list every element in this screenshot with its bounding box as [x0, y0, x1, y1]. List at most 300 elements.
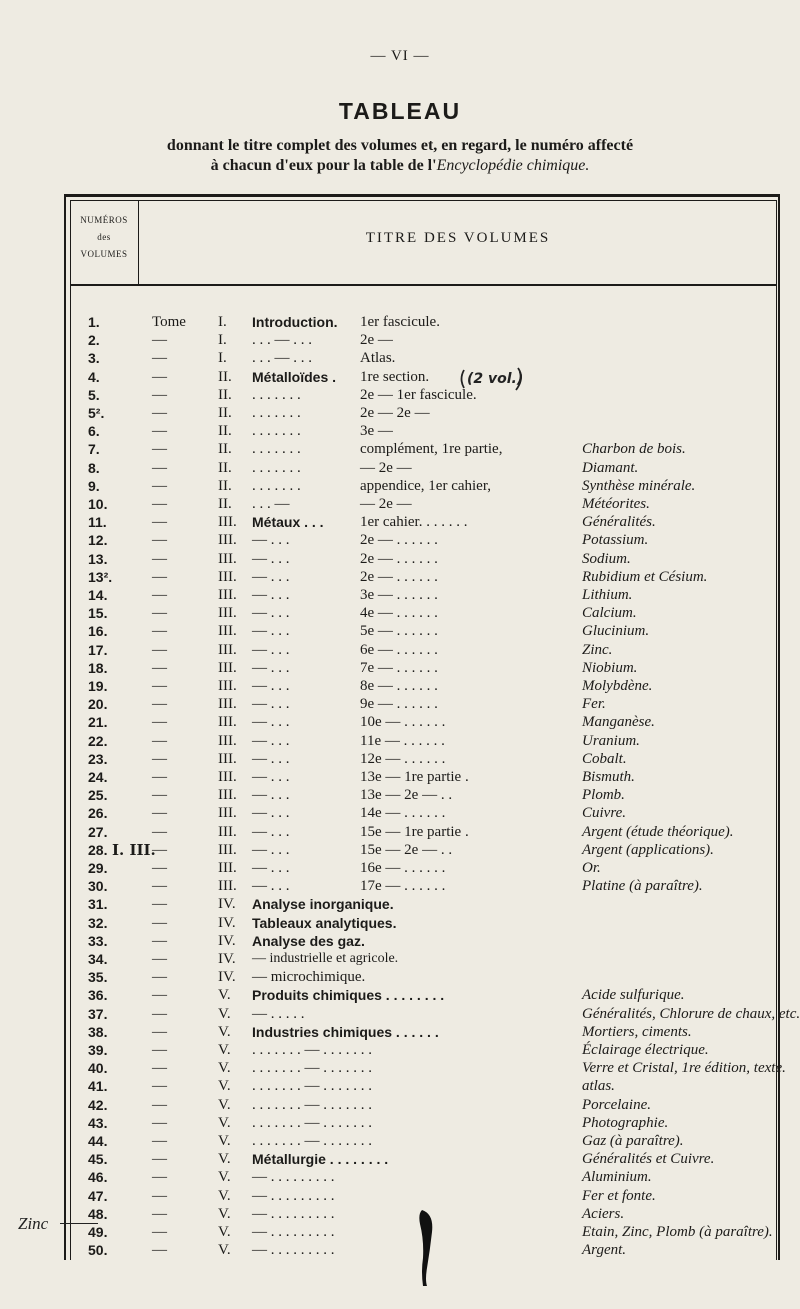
- volume-title: . . . . . . . — . . . . . . .: [252, 1114, 372, 1131]
- table-row: [0, 477, 800, 495]
- column-header-titles: TITRE DES VOLUMES: [365, 230, 551, 246]
- table-row: [0, 986, 800, 1004]
- tome-label: —: [152, 914, 167, 931]
- tome-label: —: [152, 1114, 167, 1131]
- volume-part: — 2e —: [360, 459, 412, 476]
- volume-title: — . . .: [252, 714, 290, 731]
- volume-number: 45.: [88, 1151, 108, 1168]
- table-row: [0, 950, 800, 968]
- volume-part: 2e — . . . . . .: [360, 532, 438, 549]
- tome-label: —: [152, 1060, 167, 1077]
- table-row: [0, 1005, 800, 1023]
- table-row: [0, 750, 800, 768]
- volume-title: . . . . . . .: [252, 423, 301, 440]
- volume-number: 31.: [88, 896, 108, 913]
- volume-title: — . . .: [252, 805, 290, 822]
- volume-part: 6e — . . . . . .: [360, 641, 438, 658]
- tome-label: —: [152, 805, 167, 822]
- table-row: [0, 604, 800, 622]
- volume-subject: Zinc.: [582, 641, 613, 658]
- volume-part: 2e — 2e —: [360, 405, 430, 421]
- volume-part: complément, 1re partie,: [360, 441, 503, 458]
- table-row: [0, 968, 800, 986]
- table-row: [0, 659, 800, 677]
- tome-label: —: [152, 550, 167, 567]
- tome-label: —: [152, 1187, 167, 1204]
- volume-number: 2.: [88, 332, 100, 349]
- volume-subject: Météorites.: [582, 496, 650, 512]
- header-column-separator: [138, 200, 139, 284]
- volume-subject: Généralités, Chlorure de chaux, etc.: [582, 1005, 800, 1022]
- tome-label: —: [152, 1023, 167, 1040]
- volume-part: 13e — 1re partie .: [360, 769, 469, 785]
- tome-number: III.: [218, 605, 237, 622]
- volume-part: 7e — . . . . . .: [360, 659, 438, 676]
- volume-title: . . . . . . . — . . . . . . .: [252, 1042, 372, 1058]
- volume-title: — . . .: [252, 605, 290, 622]
- table-row: [0, 1150, 800, 1168]
- volume-number: 24.: [88, 769, 108, 785]
- tome-number: V.: [218, 1096, 231, 1113]
- tome-label: Tome: [152, 314, 186, 330]
- table-row: [0, 1187, 800, 1205]
- volume-title: — . . .: [252, 678, 290, 694]
- tome-label: —: [152, 496, 167, 512]
- volume-number: 39.: [88, 1042, 108, 1058]
- tome-label: —: [152, 841, 167, 858]
- tome-label: —: [152, 714, 167, 731]
- table-row: [0, 641, 800, 659]
- volume-title: — . . .: [252, 623, 290, 640]
- volume-title: . . . — . . .: [252, 332, 312, 349]
- volume-subject: Plomb.: [582, 787, 625, 804]
- volume-title: Produits chimiques . . . . . . . .: [252, 987, 445, 1004]
- volume-subject: Uranium.: [582, 732, 640, 749]
- table-row: [0, 1041, 800, 1059]
- volume-part: 3e —: [360, 423, 393, 440]
- volume-title: — . . .: [252, 532, 290, 549]
- tome-label: —: [152, 1005, 167, 1022]
- tome-number: V.: [218, 1205, 231, 1222]
- tome-number: II.: [218, 368, 232, 385]
- tome-number: III.: [218, 623, 237, 640]
- tome-number: III.: [218, 532, 237, 549]
- tome-label: —: [152, 1133, 167, 1149]
- volume-subject: Argent (applications).: [582, 841, 714, 858]
- tome-label: —: [152, 605, 167, 622]
- volume-number: 17.: [88, 641, 108, 658]
- tome-number: V.: [218, 1078, 231, 1095]
- volume-title: Métalloïdes .: [252, 368, 337, 385]
- volume-title: — . . .: [252, 587, 290, 603]
- table-row: [0, 823, 800, 841]
- tome-number: V.: [218, 1151, 231, 1168]
- tome-label: —: [152, 441, 167, 458]
- table-row: [0, 932, 800, 950]
- volume-title: — . . . . . . . . .: [252, 1224, 335, 1240]
- volume-number: 7.: [88, 441, 100, 458]
- tome-label: —: [152, 696, 167, 713]
- tome-number: V.: [218, 1023, 231, 1040]
- table-row: [0, 1205, 800, 1223]
- tome-number: II.: [218, 386, 232, 403]
- table-row: [0, 1168, 800, 1186]
- tome-number: V.: [218, 1133, 231, 1149]
- tome-number: V.: [218, 1187, 231, 1204]
- volume-subject: Or.: [582, 860, 601, 876]
- volume-number: 42.: [88, 1096, 108, 1113]
- tome-label: —: [152, 1205, 167, 1222]
- volume-title: — industrielle et agricole.: [252, 951, 399, 966]
- table-row: [0, 422, 800, 440]
- volume-number: 23.: [88, 750, 108, 767]
- volume-number: 13².: [88, 568, 113, 585]
- volume-number: 34.: [88, 951, 108, 967]
- tome-number: II.: [218, 405, 232, 421]
- tome-label: —: [152, 405, 167, 421]
- volume-number: 21.: [88, 714, 108, 731]
- table-row: [0, 677, 800, 695]
- volume-title: — . . .: [252, 878, 290, 895]
- tome-label: —: [152, 514, 167, 531]
- tome-label: —: [152, 1242, 167, 1259]
- volume-subject: Charbon de bois.: [582, 441, 686, 458]
- subtitle-line-1: donnant le titre complet des volumes et, en regard, le numéro affecté: [166, 137, 634, 154]
- volume-subject: atlas.: [582, 1078, 615, 1095]
- volume-title: — microchimique.: [252, 969, 366, 986]
- volume-subject: Platine (à paraître).: [582, 878, 703, 895]
- volume-subject: Argent (étude théorique).: [582, 823, 734, 840]
- tome-number: V.: [218, 1224, 231, 1240]
- volume-title: . . . . . . .: [252, 477, 301, 494]
- table-row: [0, 914, 800, 932]
- volume-subject: Fer et fonte.: [582, 1187, 656, 1204]
- tome-number: IV.: [218, 896, 236, 913]
- table-row: [0, 386, 800, 404]
- tome-label: —: [152, 477, 167, 494]
- tome-number: II.: [218, 496, 232, 512]
- table-row: [0, 459, 800, 477]
- table-inner-rule: [70, 200, 776, 201]
- volume-number: 20.: [88, 696, 108, 713]
- tome-label: —: [152, 987, 167, 1004]
- volume-title: — . . .: [252, 769, 290, 785]
- handwritten-margin-note: Zinc: [18, 1214, 49, 1233]
- tome-number: V.: [218, 1169, 231, 1186]
- tome-number: IV.: [218, 969, 236, 986]
- tome-number: III.: [218, 550, 237, 567]
- volume-part: — 2e —: [360, 496, 412, 512]
- tome-number: III.: [218, 841, 237, 858]
- ink-mark-icon: [414, 1210, 440, 1286]
- volume-subject: Porcelaine.: [582, 1096, 652, 1113]
- volume-number: 36.: [88, 987, 108, 1004]
- volume-title: — . . . . . . . . .: [252, 1205, 335, 1222]
- volume-title: — . . .: [252, 860, 290, 876]
- handwritten-row30-note: I. III.: [112, 840, 156, 859]
- table-row: [0, 513, 800, 531]
- tome-label: —: [152, 678, 167, 694]
- table-row: [0, 732, 800, 750]
- volume-title: — . . . . .: [252, 1005, 305, 1022]
- volume-subject: Verre et Cristal, 1re édition, texte.: [582, 1060, 786, 1077]
- table-row: [0, 550, 800, 568]
- volume-number: 50.: [88, 1242, 108, 1259]
- tome-number: II.: [218, 423, 232, 440]
- tome-label: —: [152, 332, 167, 349]
- volume-number: 27.: [88, 823, 108, 840]
- page-number: — VI —: [370, 48, 430, 64]
- tome-label: —: [152, 951, 167, 967]
- svg-text:(2 vol.): (2 vol.): [467, 371, 524, 387]
- volume-subject: Lithium.: [582, 587, 633, 603]
- volume-part: 12e — . . . . . .: [360, 750, 446, 767]
- tome-number: III.: [218, 769, 237, 785]
- tome-number: I.: [218, 332, 227, 349]
- table-row: [0, 859, 800, 877]
- volume-number: 41.: [88, 1078, 108, 1095]
- volume-subject: Aluminium.: [582, 1169, 652, 1186]
- handwritten-atlas-note: [458, 366, 526, 392]
- volume-subject: Photographie.: [582, 1114, 669, 1131]
- volume-subject: Calcium.: [582, 605, 637, 622]
- volume-title: . . . —: [252, 496, 290, 512]
- volume-number: 15.: [88, 605, 108, 622]
- tome-number: III.: [218, 823, 237, 840]
- volume-part: 1re section.: [360, 368, 430, 385]
- tome-label: —: [152, 896, 167, 913]
- table-row: [0, 768, 800, 786]
- volume-title: . . . . . . .: [252, 441, 301, 458]
- volume-subject: Argent.: [582, 1242, 627, 1259]
- tome-label: —: [152, 386, 167, 403]
- tome-label: —: [152, 1042, 167, 1058]
- volume-title: — . . .: [252, 659, 290, 676]
- tome-label: —: [152, 623, 167, 640]
- tome-number: III.: [218, 514, 237, 531]
- subtitle-line-2: à chacun d'eux pour la table de l'Encyclopédie chimique.: [210, 157, 590, 174]
- column-header-numbers: NUMÉROS des VOLUMES: [80, 215, 128, 259]
- volume-part: appendice, 1er cahier,: [360, 477, 491, 494]
- volume-title: . . . — . . .: [252, 350, 312, 367]
- volume-title: Industries chimiques . . . . . .: [252, 1023, 439, 1040]
- volume-title: — . . .: [252, 696, 290, 713]
- tome-label: —: [152, 568, 167, 585]
- tome-number: III.: [218, 878, 237, 895]
- volume-number: 14.: [88, 587, 108, 603]
- tome-label: —: [152, 1078, 167, 1095]
- tome-label: —: [152, 769, 167, 785]
- volume-number: 5.: [88, 386, 100, 403]
- volume-title: — . . .: [252, 750, 290, 767]
- volume-title: . . . . . . . — . . . . . . .: [252, 1078, 372, 1095]
- tome-number: III.: [218, 750, 237, 767]
- volume-subject: Aciers.: [582, 1205, 625, 1222]
- volume-number: 38.: [88, 1023, 108, 1040]
- table-row: [0, 1114, 800, 1132]
- volume-number: 48.: [88, 1205, 108, 1222]
- table-row: [0, 895, 800, 913]
- volume-number: 13.: [88, 550, 108, 567]
- tome-number: V.: [218, 1005, 231, 1022]
- volume-number: 29.: [88, 860, 108, 876]
- volume-part: 15e — 1re partie .: [360, 823, 469, 840]
- volume-title: — . . .: [252, 641, 290, 658]
- volume-title: . . . . . . .: [252, 459, 301, 476]
- tome-label: —: [152, 1169, 167, 1186]
- volume-part: 2e — . . . . . .: [360, 550, 438, 567]
- volume-number: 3.: [88, 350, 100, 367]
- volume-part: 2e — . . . . . .: [360, 568, 438, 585]
- volume-subject: Diamant.: [582, 459, 639, 476]
- volume-number: 47.: [88, 1187, 108, 1204]
- tome-number: III.: [218, 659, 237, 676]
- tome-number: III.: [218, 732, 237, 749]
- volume-subject: Manganèse.: [582, 714, 655, 731]
- volume-part: 1er fascicule.: [360, 314, 440, 330]
- tome-number: V.: [218, 1114, 231, 1131]
- volume-part: 1er cahier. . . . . . .: [360, 514, 468, 531]
- table-row: [0, 349, 800, 367]
- tome-number: II.: [218, 441, 232, 458]
- tome-label: —: [152, 860, 167, 876]
- volume-title: — . . .: [252, 732, 290, 749]
- table-row: [0, 531, 800, 549]
- volume-title: Analyse inorganique.: [252, 896, 394, 913]
- table-row: [0, 877, 800, 895]
- tome-label: —: [152, 659, 167, 676]
- table-row: [0, 313, 800, 331]
- table-row: [0, 1223, 800, 1241]
- table-row: [0, 622, 800, 640]
- table-row: [0, 1096, 800, 1114]
- volume-title: Analyse des gaz.: [252, 932, 365, 949]
- volume-part: 14e — . . . . . .: [360, 805, 446, 822]
- volume-number: 25.: [88, 787, 108, 804]
- volume-number: 18.: [88, 659, 108, 676]
- volume-subject: Sodium.: [582, 550, 631, 567]
- volume-subject: Généralités.: [582, 514, 656, 531]
- tome-number: I.: [218, 314, 227, 330]
- tome-label: —: [152, 732, 167, 749]
- table-row: [0, 331, 800, 349]
- tome-number: V.: [218, 987, 231, 1004]
- tome-number: V.: [218, 1060, 231, 1077]
- volume-title: Métaux . . .: [252, 514, 324, 531]
- volume-number: 46.: [88, 1169, 108, 1186]
- volume-subject: Synthèse minérale.: [582, 477, 696, 494]
- volume-part: 9e — . . . . . .: [360, 696, 438, 713]
- tome-label: —: [152, 1224, 167, 1240]
- margin-pointer-line: [60, 1223, 98, 1224]
- table-row: [0, 786, 800, 804]
- volume-part: 2e —: [360, 332, 393, 349]
- tome-number: III.: [218, 568, 237, 585]
- tome-label: —: [152, 423, 167, 440]
- table-row: [0, 1023, 800, 1041]
- volume-number: 19.: [88, 678, 108, 694]
- volume-part: 3e — . . . . . .: [360, 587, 438, 603]
- volume-part: 4e — . . . . . .: [360, 605, 438, 622]
- page-subtitle: [0, 136, 800, 176]
- volume-number: 16.: [88, 623, 108, 640]
- tome-number: I.: [218, 350, 227, 367]
- tome-number: V.: [218, 1242, 231, 1259]
- volume-number: 43.: [88, 1114, 108, 1131]
- volume-subject: Fer.: [582, 696, 606, 713]
- volume-number: 9.: [88, 477, 100, 494]
- tome-number: V.: [218, 1042, 231, 1058]
- tome-label: —: [152, 878, 167, 895]
- volume-subject: Mortiers, ciments.: [582, 1023, 692, 1040]
- volume-subject: Rubidium et Césium.: [582, 568, 708, 585]
- volume-number: 32.: [88, 914, 108, 931]
- volume-subject: Etain, Zinc, Plomb (à paraître).: [582, 1224, 773, 1240]
- volume-title: . . . . . . . — . . . . . . .: [252, 1096, 372, 1113]
- volume-subject: Molybdène.: [582, 678, 653, 694]
- volume-number: 28.: [88, 841, 108, 858]
- volume-title: — . . .: [252, 568, 290, 585]
- volume-subject: Niobium.: [582, 659, 638, 676]
- table-row: [0, 1241, 800, 1259]
- volume-part: 10e — . . . . . .: [360, 714, 446, 731]
- table-row: [0, 568, 800, 586]
- tome-number: III.: [218, 860, 237, 876]
- table-row: [0, 713, 800, 731]
- volume-subject: Éclairage électrique.: [582, 1042, 709, 1058]
- volume-part: 5e — . . . . . .: [360, 623, 438, 640]
- tome-label: —: [152, 641, 167, 658]
- tome-label: —: [152, 1151, 167, 1168]
- volume-title: — . . . . . . . . .: [252, 1242, 335, 1259]
- volume-title: — . . .: [252, 550, 290, 567]
- table-row: [0, 1132, 800, 1150]
- tome-number: III.: [218, 714, 237, 731]
- volume-title: — . . .: [252, 823, 290, 840]
- volume-part: 8e — . . . . . .: [360, 678, 438, 694]
- volume-number: 22.: [88, 732, 108, 749]
- volume-subject: Potassium.: [582, 532, 649, 549]
- volume-title: — . . .: [252, 787, 290, 804]
- tome-number: III.: [218, 641, 237, 658]
- volume-subject: Cobalt.: [582, 750, 627, 767]
- tome-label: —: [152, 750, 167, 767]
- volume-part: 13e — 2e — . .: [360, 787, 453, 804]
- table-row: [0, 586, 800, 604]
- header-rule: [70, 284, 776, 286]
- tome-number: III.: [218, 696, 237, 713]
- volume-title: — . . . . . . . . .: [252, 1169, 335, 1186]
- volume-part: Atlas.: [360, 350, 396, 367]
- table-row: [0, 440, 800, 458]
- volume-number: 8.: [88, 459, 100, 476]
- volume-title: . . . . . . . — . . . . . . .: [252, 1133, 372, 1149]
- tome-number: IV.: [218, 932, 236, 949]
- volume-subject: Gaz (à paraître).: [582, 1133, 684, 1149]
- volume-number: 26.: [88, 805, 108, 822]
- volume-title: — . . .: [252, 841, 290, 858]
- tome-label: —: [152, 787, 167, 804]
- table-row: [0, 1059, 800, 1077]
- volume-title: — . . . . . . . . .: [252, 1187, 335, 1204]
- volume-number: 35.: [88, 969, 108, 986]
- tome-number: II.: [218, 459, 232, 476]
- volume-number: 11.: [88, 514, 107, 531]
- volume-number: 44.: [88, 1133, 108, 1149]
- tome-label: —: [152, 1096, 167, 1113]
- volume-number: 5².: [88, 405, 105, 421]
- tome-number: III.: [218, 787, 237, 804]
